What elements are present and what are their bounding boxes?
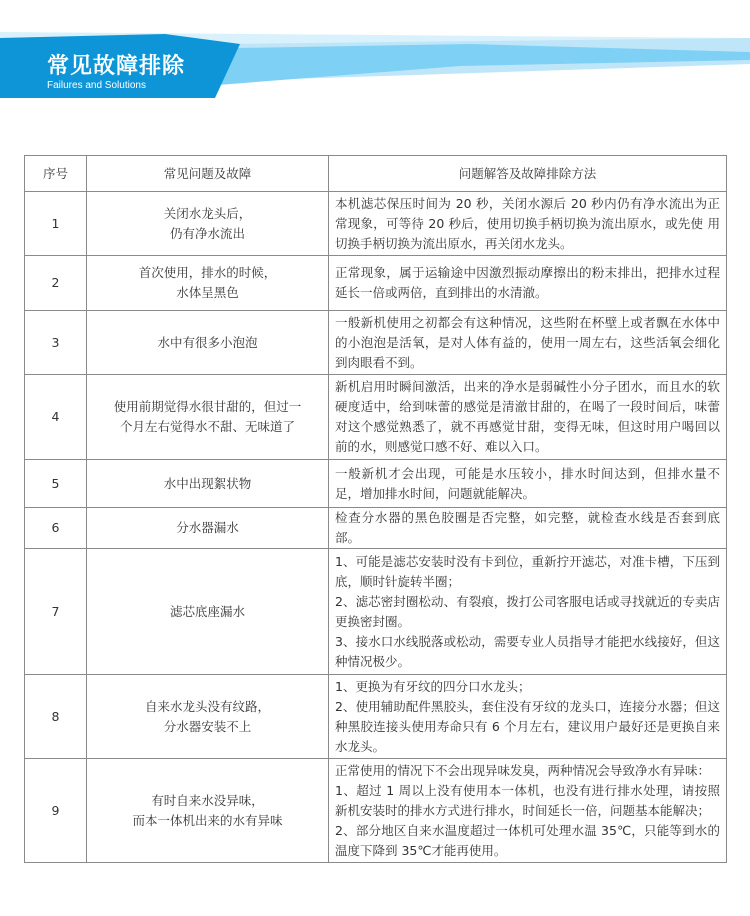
problem-line: 使用前期觉得水很甘甜的，但过一	[113, 399, 302, 414]
solution-line: 1、可能是滤芯安装时没有卡到位，重新拧开滤芯，对准卡槽，下压到底，顺时针旋转半圈；	[335, 553, 720, 589]
row-index: 1	[25, 192, 87, 256]
table-row	[25, 759, 727, 863]
table-header-row	[25, 156, 727, 192]
row-problem	[87, 192, 329, 256]
problem-line: 有时自来水没异味，	[151, 792, 264, 808]
problem-line: 关闭水龙头后，	[163, 205, 252, 221]
solution-line: 一般新机使用之初都会有这种情况，这些附在杯壁上或者飘在水体中的小泡泡是活氧，是对人体有益的，使用一周左右，这些活氧会细化到肉眼看不到。	[335, 314, 720, 370]
solution-line: 1、更换为有牙纹的四分口水龙头；	[335, 678, 531, 694]
row-solution	[329, 256, 727, 311]
solution-line: 检查分水器的黑色胶圈是否完整，如完整，就检查水线是否套到底部。	[335, 510, 720, 545]
solution-line: 正常现象，属于运输途中因激烈振动摩擦出的粉末排出，把排水过程延长一倍或两倍，直到排出的水清澈。	[335, 265, 720, 300]
problem-line: 水体呈黑色	[176, 285, 239, 300]
solution-line: 2、部分地区自来水温度超过一体机可处理水温 35℃，只能等到水的温度下降到 35℃才能再使用。	[335, 822, 720, 858]
table-row	[25, 460, 727, 508]
problem-line: 自来水龙头没有纹路，	[144, 698, 270, 714]
solution-line: 2、使用辅助配件黑胶头，套住没有牙纹的龙头口，连接分水器；但这种黑胶连接头使用寿命只有 6 个月左右，建议用户最好还是更换自来水龙头。	[335, 698, 720, 754]
table-row	[25, 256, 727, 311]
header-index: 序号	[25, 156, 87, 192]
row-index: 2	[25, 256, 87, 311]
solution-line: 1、超过 1 周以上没有使用本一体机，也没有进行排水处理，请按照新机安装时的排水方式进行排水，时间延长一倍，问题基本能解决；	[335, 782, 720, 818]
solution-line: 正常使用的情况下不会出现异味发臭，两种情况会导致净水有异味：	[335, 762, 711, 778]
row-index: 4	[25, 375, 87, 460]
banner-subtitle: Failures and Solutions	[47, 80, 146, 91]
table-row	[25, 311, 727, 375]
banner-title: 常见故障排除	[47, 53, 186, 79]
solution-line: 本机滤芯保压时间为 20 秒，关闭水源后 20 秒内仍有净水流出为正常现象，可等待 20 秒后，使用切换手柄切换为流出原水，或先使 用切换手柄切换为流出原水，再关闭水龙头。	[335, 195, 720, 251]
row-solution	[329, 759, 727, 863]
solution-line: 一般新机才会出现，可能是水压较小，排水时间达到，但排水量不足，增加排水时间，问题就能解决。	[335, 465, 720, 501]
table-row	[25, 675, 727, 759]
problem-line: 水中有很多小泡泡	[157, 334, 258, 350]
solution-line: 2、滤芯密封圈松动、有裂痕，拨打公司客服电话或寻找就近的专卖店更换密封圈。	[335, 593, 720, 629]
problem-line: 而本一体机出来的水有异味	[132, 812, 283, 828]
row-solution	[329, 675, 727, 759]
problem-line: 分水器安装不上	[163, 718, 252, 734]
row-index: 6	[25, 508, 87, 549]
problem-line: 分水器漏水	[176, 520, 239, 535]
table-row	[25, 549, 727, 675]
section-banner	[0, 30, 750, 98]
header-solution: 问题解答及故障排除方法	[329, 156, 727, 192]
problem-line: 滤芯底座漏水	[169, 603, 245, 619]
problem-line: 首次使用，排水的时候，	[138, 265, 277, 280]
row-problem	[87, 460, 329, 508]
row-index: 8	[25, 675, 87, 759]
table-row	[25, 375, 727, 460]
row-problem	[87, 311, 329, 375]
table-row	[25, 192, 727, 256]
problem-line: 个月左右觉得水不甜、无味道了	[119, 419, 295, 434]
row-solution	[329, 508, 727, 549]
row-solution	[329, 549, 727, 675]
row-solution	[329, 375, 727, 460]
row-problem	[87, 549, 329, 675]
faq-table	[24, 155, 727, 863]
row-problem	[87, 375, 329, 460]
row-problem	[87, 256, 329, 311]
table-row	[25, 508, 727, 549]
problem-line: 仍有净水流出	[169, 225, 245, 241]
row-index: 3	[25, 311, 87, 375]
row-index: 5	[25, 460, 87, 508]
row-problem	[87, 675, 329, 759]
header-problem: 常见问题及故障	[87, 156, 329, 192]
row-index: 7	[25, 549, 87, 675]
solution-line: 3、接水口水线脱落或松动，需要专业人员指导才能把水线接好，但这种情况极少。	[335, 633, 720, 669]
solution-line: 新机启用时瞬间激活，出来的净水是弱碱性小分子团水，而且水的软硬度适中，给到味蕾的感觉是清澈甘甜的，在喝了一段时间后，味蕾对这个感觉熟悉了，就不再感觉甘甜，变得无味，但这时用户喝回以前的水，则感觉口感不好、难以入口。	[335, 379, 720, 454]
problem-line: 水中出现絮状物	[163, 475, 252, 491]
row-solution	[329, 192, 727, 256]
row-problem	[87, 759, 329, 863]
row-solution	[329, 460, 727, 508]
row-solution	[329, 311, 727, 375]
row-index: 9	[25, 759, 87, 863]
row-problem	[87, 508, 329, 549]
